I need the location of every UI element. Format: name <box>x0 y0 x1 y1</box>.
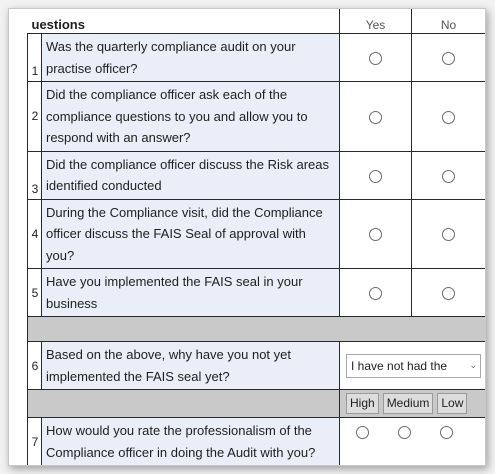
question-text: During the Compliance visit, did the Compliance officer discuss the FAIS Seal of approval with you? <box>42 199 340 269</box>
rating-label-medium: Medium <box>383 393 434 414</box>
question-text: How would you rate the professionalism of the Compliance officer in doing the Audit with you? <box>42 418 340 466</box>
no-option-cell <box>412 82 486 152</box>
question-row-4 <box>28 199 486 269</box>
question-number: 5 <box>28 269 42 317</box>
section-title: uestions <box>28 8 340 34</box>
question-number: 7 <box>28 418 42 466</box>
no-radio[interactable] <box>442 52 455 65</box>
high-radio[interactable] <box>356 426 369 439</box>
form-window <box>8 8 486 466</box>
yes-option-cell <box>340 34 412 82</box>
yes-column-header: Yes <box>340 8 412 34</box>
question-row-7 <box>28 418 486 466</box>
reason-select-cell <box>340 342 486 390</box>
no-option-cell <box>412 269 486 317</box>
medium-radio[interactable] <box>398 426 411 439</box>
low-radio[interactable] <box>440 426 453 439</box>
no-radio[interactable] <box>442 111 455 124</box>
rating-options-cell <box>340 418 486 466</box>
no-radio[interactable] <box>442 228 455 241</box>
question-row-2 <box>28 82 486 152</box>
question-row-5 <box>28 269 486 317</box>
yes-radio[interactable] <box>369 170 382 183</box>
rating-labels <box>340 393 486 414</box>
question-row-1 <box>28 34 486 82</box>
question-number: 1 <box>28 34 42 82</box>
yes-option-cell <box>340 199 412 269</box>
no-radio[interactable] <box>442 287 455 300</box>
yes-option-cell <box>340 82 412 152</box>
question-text: Have you implemented the FAIS seal in your business <box>42 269 340 317</box>
question-row-3 <box>28 151 486 199</box>
yes-option-cell <box>340 151 412 199</box>
question-text: Was the quarterly compliance audit on your practise officer? <box>42 34 340 82</box>
yes-option-cell <box>340 269 412 317</box>
no-radio[interactable] <box>442 170 455 183</box>
question-number: 6 <box>28 342 42 390</box>
question-number: 2 <box>28 82 42 152</box>
question-row-6 <box>28 342 486 390</box>
rating-header-row <box>28 390 486 418</box>
rating-scale-header <box>340 390 486 418</box>
reason-dropdown-value: I have not had the <box>351 358 448 373</box>
compliance-questionnaire <box>27 8 486 466</box>
no-column-header: No <box>412 8 486 34</box>
separator-bar <box>28 317 486 342</box>
header-row <box>28 8 486 34</box>
yes-radio[interactable] <box>369 52 382 65</box>
rating-header-spacer <box>28 390 340 418</box>
question-text: Based on the above, why have you not yet implemented the FAIS seal yet? <box>42 342 340 390</box>
yes-radio[interactable] <box>369 287 382 300</box>
no-option-cell <box>412 34 486 82</box>
rating-radio-group <box>340 426 486 439</box>
question-text: Did the compliance officer ask each of the compliance questions to you and allow you to respond with an answer? <box>42 82 340 152</box>
section-separator <box>28 317 486 342</box>
reason-dropdown[interactable] <box>346 354 481 378</box>
question-text: Did the compliance officer discuss the Risk areas identified conducted <box>42 151 340 199</box>
yes-radio[interactable] <box>369 111 382 124</box>
rating-label-low: Low <box>437 393 467 414</box>
chevron-down-icon: ⌄ <box>469 360 477 370</box>
question-number: 3 <box>28 151 42 199</box>
rating-label-high: High <box>346 393 379 414</box>
yes-radio[interactable] <box>369 228 382 241</box>
no-option-cell <box>412 151 486 199</box>
no-option-cell <box>412 199 486 269</box>
question-number: 4 <box>28 199 42 269</box>
